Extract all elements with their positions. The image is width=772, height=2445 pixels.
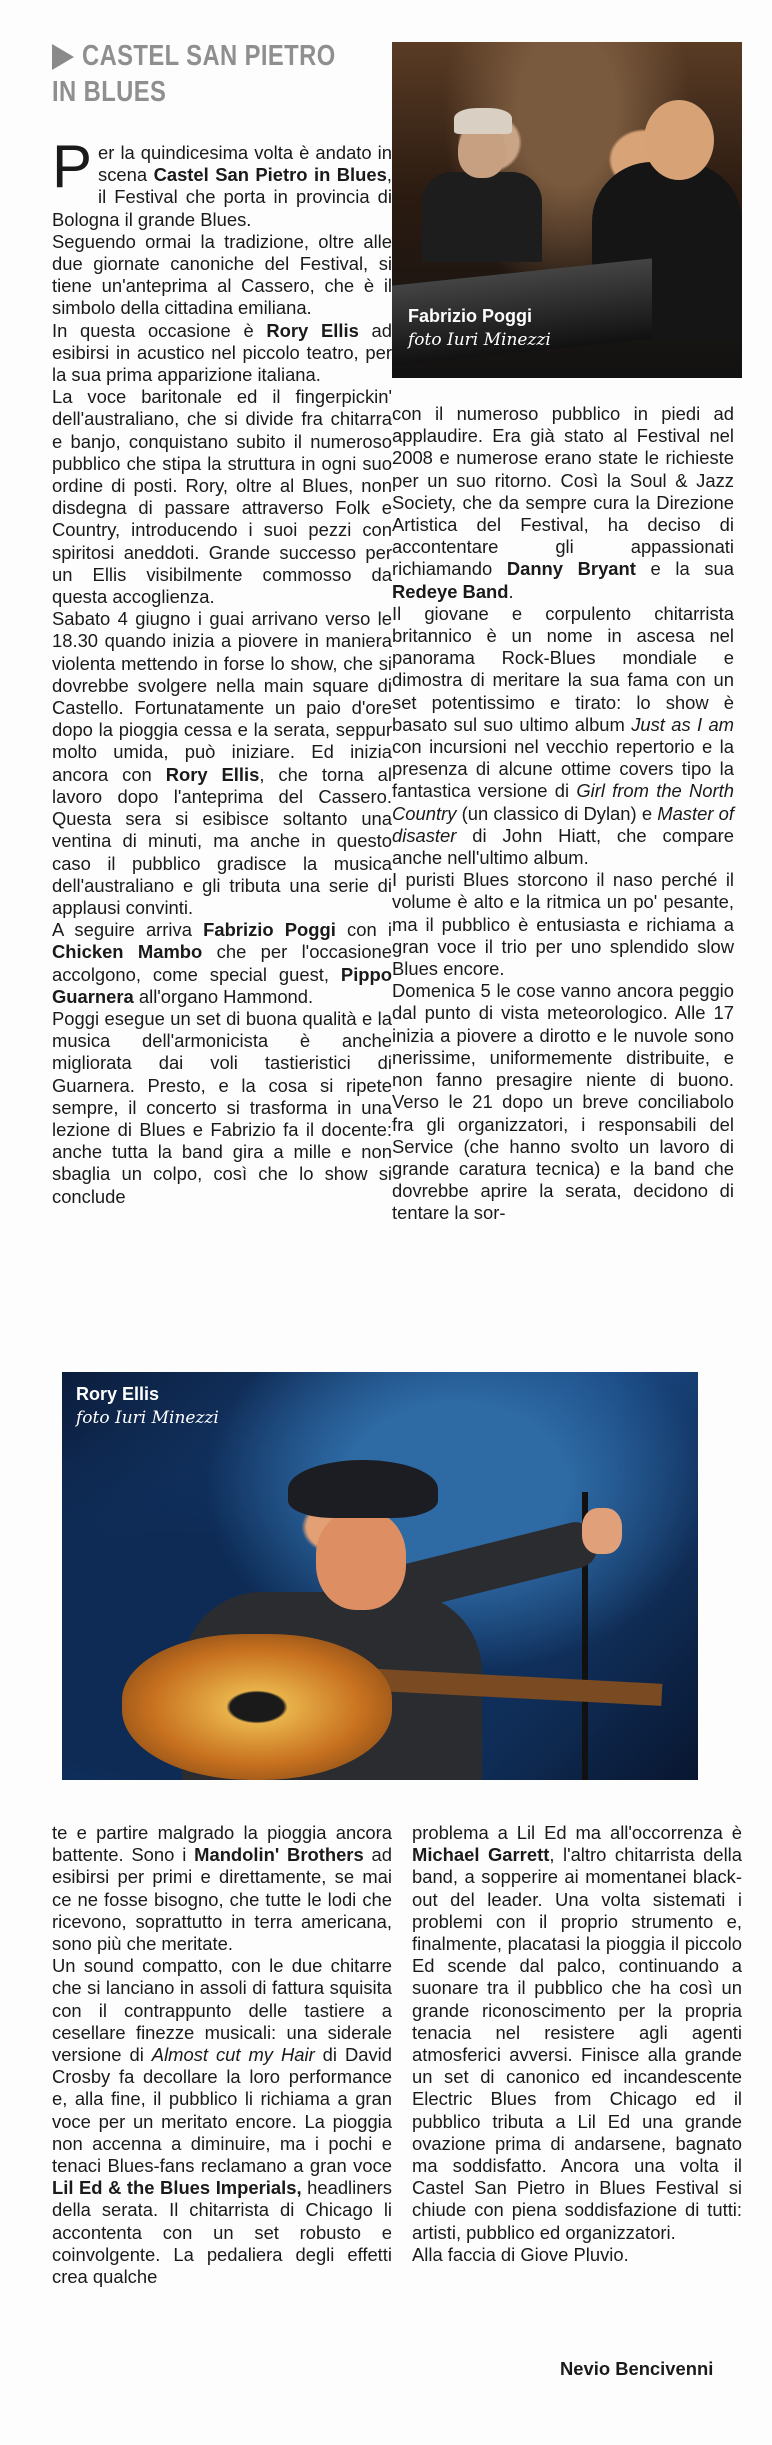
article-paragraph [392,603,734,869]
text-run: ad esibirsi per primi e direttamente, se mai ce ne fosse bisogno, che tutte le lodi che ricevono, soprattutto in terra americana, sono più che meritate. [52,1844,392,1955]
text-run: all'organo Hammond. [133,985,314,1007]
author-signature: Nevio Bencivenni [560,2358,714,2379]
text-bold: Danny Bryant [506,558,636,580]
text-bold: Castel San Pietro in Blues [153,164,387,186]
article-paragraph [52,320,392,387]
text-run: A seguire arriva [52,919,204,941]
article-paragraph: La voce baritonale ed il fingerpickin' dell'australiano, che si divide fra chitarra e banjo, conquistano subito il numeroso pubblico che stipa la struttura in ogni suo ordine di posti. Rory, oltre al Blues, non disdegna di passare attraverso Folk e Country, introducendo i suoi pezzi con spiritosi aneddoti. Grande successo per un Ellis visibilmente commosso da questa accoglienza. [52,386,392,608]
text-italic: Master of disaster [392,802,734,846]
text-run: di David Crosby fa decollare la loro performance e, alla fine, il pubblico li richiama a gran voce per un meritato encore. La pioggia non accenna a diminuire, ma i pochi e tenaci Blues-fans reclamano a gran voce [52,2044,392,2177]
article-paragraph [52,133,392,231]
text-run: (un classico di Dylan) e [456,802,658,824]
article-paragraph [412,1822,742,2244]
text-bold: Pippo Guarnera [52,963,392,1007]
text-bold: Mandolin' Brothers [194,1844,364,1866]
text-run: te e partire malgrado la pioggia ancora battente. Sono i [52,1822,392,1866]
photo-caption-name: Rory Ellis [76,1384,160,1404]
text-bold: Fabrizio Poggi [203,919,336,941]
text-bold: Chicken Mambo [52,941,203,963]
photo-fabrizio-poggi [392,42,742,378]
section-title-line1: CASTEL SAN PIETRO [82,40,336,72]
photo-figure-hand [582,1508,622,1554]
text-run: , il Festival che porta in provincia di Bologna il grande Blues. [52,164,392,230]
drop-cap: P [52,133,93,200]
article-paragraph: Domenica 5 le cose vanno ancora peggio dal punto di vista meteorologico. Alle 17 inizia a piovere a dirotto e le nuvole sono nerissime, uniformemente distribuite, e non fanno presagire niente di buono. Verso le 21 dopo un breve conciliabolo fra gli organizzatori, i responsabili del Service (che hanno svolto un lavoro di grande caratura tecnica) e la band che dovrebbe aprire la serata, decidono di tentare la sor- [392,980,734,1224]
text-run: , che torna al lavoro dopo l'anteprima del Cassero. Questa sera si esibisce soltanto una ventina di minuti, ma anche in questo caso il pubblico gradisce la musica dell'australiano e gli tributa una serie di applausi convinti. [52,763,392,918]
article-column-3 [52,1822,392,2288]
photo-figure-head [644,100,714,180]
text-run: che per l'occasione accolgono, come special guest, [52,941,392,985]
article-column-2 [392,403,734,1225]
text-run: Il giovane e corpulento chitarrista britannico è un nome in ascesa nel panorama Rock-Blues mondiale e dimostra di meritare la sua fama con un set potentissimo e tirato: lo show è basato sul suo ultimo album [392,602,734,735]
text-run: Sabato 4 giugno i guai arrivano verso le 18.30 quando inizia a piovere in maniera violenta mettendo in forse lo show, che si dovrebbe svolgere nella main square di Castello. Fortunatamente un paio d'ore dopo la pioggia cessa e la serata, seppur molto umida, può iniziare. Ed inizia ancora con [52,608,392,785]
text-run: di John Hiatt, che compare anche nell'ultimo album. [392,824,734,869]
article-paragraph: Seguendo ormai la tradizione, oltre alle due giornate canoniche del Festival, si tiene un'anteprima al Cassero, che è il simbolo della cittadina emiliana. [52,230,392,319]
text-run: headliners della serata. Il chitarrista di Chicago li accontenta con un set robusto e coinvolgente. La pedaliera degli effetti crea qualche [52,2177,392,2288]
text-run: Un sound compatto, con le due chitarre che si lanciano in assoli di fattura squisita con il contrappunto delle tastiere a cesellare finezze musicali: una siderale versione di [52,1955,392,2066]
text-run: ad esibirsi in acustico nel piccolo teatro, per la sua prima apparizione italiana. [52,319,392,386]
text-run: con il numeroso pubblico in piedi ad applaudire. Era già stato al Festival nel 2008 e numerose erano state le richieste per un suo ritorno. Così la Soul & Jazz Society, che da sempre cura la Direzione Artistica del Festival, ha deciso di accontentare gli appassionati richiamando [392,403,734,580]
photo-figure-cap [454,108,512,134]
text-run: . [508,580,514,602]
article-paragraph: Poggi esegue un set di buona qualità e la musica dell'armonicista è anche migliorata dai voli tastieristici di Guarnera. Presto, e la cosa si ripete sempre, il concerto si trasforma in una lezione di Blues e Fabrizio fa il docente: anche tutta la band gira a mille e non sbaglia un colpo, così che lo show si conclude [52,1007,392,1207]
article-paragraph [52,608,392,919]
article-paragraph: I puristi Blues storcono il naso perché il volume è alto e la ritmica un po' pesante, ma il pubblico è entusiasta e richiama a gran voce il trio per uno splendido slow Blues encore. [392,869,734,980]
text-italic: Almost cut my Hair [151,2044,315,2066]
article-paragraph [52,919,392,1008]
article-column-1 [52,133,392,1208]
text-bold: Rory Ellis [266,319,359,341]
photo-caption-credit: foto Iuri Minezzi [408,330,551,350]
text-bold: Rory Ellis [165,763,260,785]
article-paragraph [392,403,734,603]
photo-figure-hat [288,1460,438,1518]
text-run: In questa occasione è [52,319,267,341]
text-run: e la sua [635,558,734,580]
text-italic: Girl from the North Country [392,780,734,824]
article-paragraph [52,1822,392,1955]
triangle-right-icon [52,44,74,70]
photo-figure-arm [386,1518,601,1613]
text-run: , l'altro chitarrista della band, a sopperire ai momentanei black-out del leader. Una volta sistemati i problemi con il proprio strumento e, finalmente, placatasi la pioggia il piccolo Ed scende dal palco, continuando a suonare tra il pubblico che ha così un grande riconoscimento per la propria tenacia nel resistere agli agenti atmosferici avversi. Finisce alla grande un set di canonico ed incandescente Electric Blues from Chicago ed il pubblico tributa a Lil Ed una grande ovazione prima di andarsene, bagnato ma soddisfatto. Ancora una volta il Castel San Pietro in Blues Festival si chiude con piena soddisfazione di tutti: artisti, pubblico ed organizzatori. [412,1844,742,2243]
text-bold: Michael Garrett [412,1844,550,1866]
photo-rory-ellis [62,1372,698,1780]
photo-figure-harmonica-player [422,172,542,262]
photo-guitar-body [122,1634,392,1780]
photo-caption-credit: foto Iuri Minezzi [76,1408,219,1428]
article-paragraph: Alla faccia di Giove Pluvio. [412,2243,629,2265]
text-bold: Redeye Band [392,580,509,602]
text-run: con incursioni nel vecchio repertorio e la presenza di alcune ottime covers tipo la fantastica versione di [392,736,734,802]
article-paragraph [52,1955,392,2288]
section-title-line2: IN BLUES [52,76,167,108]
text-bold: Lil Ed & the Blues Imperials, [52,2177,302,2199]
text-run: con i [335,919,392,941]
text-run: er la quindicesima volta è andato in scena [98,142,392,186]
text-italic: Just as I am [631,713,734,735]
photo-figure-face [316,1510,406,1610]
article-column-4 [412,1822,742,2266]
photo-caption-name: Fabrizio Poggi [408,306,532,326]
text-run: problema a Lil Ed ma all'occorrenza è [412,1822,742,1843]
